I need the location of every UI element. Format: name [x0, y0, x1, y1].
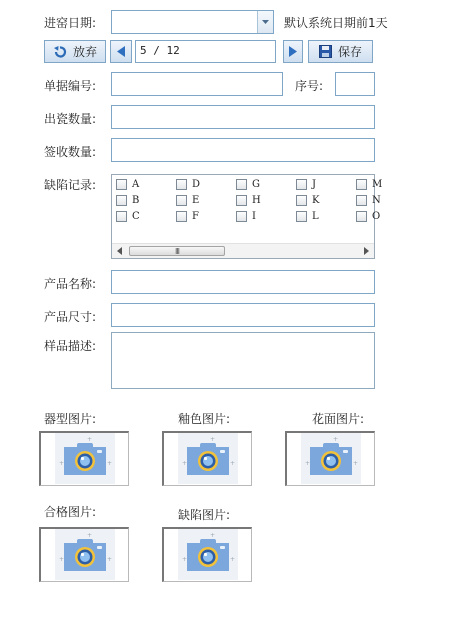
defect-code-label: A	[132, 179, 140, 190]
scroll-right-arrow-icon[interactable]	[364, 247, 369, 255]
checkbox-box[interactable]	[176, 179, 187, 190]
floppy-disk-icon	[319, 45, 332, 58]
glaze-image-slot[interactable]	[162, 431, 252, 486]
defect-checkbox-g[interactable]	[236, 179, 260, 190]
defect-record-label: 缺陷记录:	[44, 178, 97, 192]
shape-image-slot[interactable]	[39, 431, 129, 486]
checkbox-box[interactable]	[356, 211, 367, 222]
discard-button[interactable]	[44, 40, 106, 63]
camera-icon-frame	[178, 433, 238, 484]
defect-code-label: B	[132, 195, 140, 206]
defect-code-label: H	[252, 195, 261, 206]
svg-text:+: +	[210, 532, 216, 539]
defect-checkbox-a[interactable]	[116, 179, 139, 190]
checkbox-box[interactable]	[116, 179, 127, 190]
pattern-image-slot[interactable]	[285, 431, 375, 486]
qualified-image-label: 合格图片:	[44, 505, 97, 519]
svg-text:+: +	[210, 436, 216, 443]
save-button[interactable]	[308, 40, 373, 63]
checkbox-box[interactable]	[236, 195, 247, 206]
checkbox-box[interactable]	[116, 195, 127, 206]
checkbox-box[interactable]	[176, 211, 187, 222]
checkbox-box[interactable]	[356, 179, 367, 190]
checkbox-box[interactable]	[296, 195, 307, 206]
kiln-out-qty-input[interactable]	[111, 105, 375, 129]
doc-no-label: 单据编号:	[44, 79, 97, 93]
defect-code-label: K	[312, 195, 320, 206]
camera-icon-frame	[55, 433, 115, 484]
triangle-right-icon	[289, 46, 297, 57]
svg-text:+: +	[59, 556, 65, 563]
camera-icon	[55, 529, 115, 580]
product-size-input[interactable]	[111, 303, 375, 327]
camera-icon-frame	[301, 433, 361, 484]
svg-text:+: +	[87, 532, 93, 539]
svg-text:+: +	[305, 460, 311, 467]
date-in-hint: 默认系统日期前1天	[284, 16, 388, 30]
defect-checkbox-o[interactable]	[356, 211, 380, 222]
product-size-label: 产品尺寸:	[44, 310, 97, 324]
defect-image-label: 缺陷图片:	[178, 508, 231, 522]
defect-checkbox-b[interactable]	[116, 195, 139, 206]
checkbox-box[interactable]	[356, 195, 367, 206]
pager-text: 5 / 12	[140, 44, 180, 57]
shape-image-label: 器型图片:	[44, 412, 97, 426]
date-in-combobox[interactable]	[111, 10, 274, 34]
camera-icon-frame	[55, 529, 115, 580]
defect-checkbox-f[interactable]	[176, 211, 199, 222]
qualified-image-slot[interactable]	[39, 527, 129, 582]
checkbox-box[interactable]	[116, 211, 127, 222]
undo-icon	[53, 45, 67, 59]
scroll-thumb-grip: III	[174, 246, 180, 256]
scroll-left-arrow-icon[interactable]	[117, 247, 122, 255]
defect-checkbox-m[interactable]	[356, 179, 382, 190]
svg-text:+: +	[230, 460, 236, 467]
defect-code-label: M	[372, 179, 383, 190]
camera-icon	[178, 433, 238, 484]
prev-page-button[interactable]	[110, 40, 132, 63]
defect-checkbox-h[interactable]	[236, 195, 261, 206]
defect-code-label: G	[252, 179, 260, 190]
camera-icon	[301, 433, 361, 484]
kiln-out-qty-label: 出瓷数量:	[44, 112, 97, 126]
defect-code-label: J	[312, 179, 317, 190]
defect-code-label: O	[372, 211, 381, 222]
defect-checkbox-d[interactable]	[176, 179, 200, 190]
defect-checkbox-c[interactable]	[116, 211, 140, 222]
defect-code-label: N	[372, 195, 381, 206]
defect-code-label: D	[192, 179, 201, 190]
doc-no-input[interactable]	[111, 72, 283, 96]
checkbox-box[interactable]	[296, 211, 307, 222]
defect-checkbox-k[interactable]	[296, 195, 319, 206]
svg-text:+: +	[107, 556, 113, 563]
defect-checkbox-n[interactable]	[356, 195, 381, 206]
defect-checkbox-e[interactable]	[176, 195, 199, 206]
defect-horizontal-scrollbar[interactable]	[112, 243, 374, 258]
next-page-button[interactable]	[283, 40, 303, 63]
defect-code-label: I	[252, 211, 256, 222]
defect-checkbox-i[interactable]	[236, 211, 256, 222]
defect-code-label: L	[312, 211, 319, 222]
svg-text:+: +	[353, 460, 359, 467]
camera-icon-frame	[178, 529, 238, 580]
triangle-left-icon	[117, 46, 125, 57]
pager-field[interactable]	[135, 40, 276, 63]
seq-label: 序号:	[295, 79, 324, 93]
discard-label: 放弃	[72, 45, 97, 59]
svg-text:+: +	[87, 436, 93, 443]
product-name-label: 产品名称:	[44, 277, 97, 291]
scroll-thumb[interactable]	[129, 246, 225, 256]
defect-image-slot[interactable]	[162, 527, 252, 582]
defect-code-label: E	[192, 195, 200, 206]
sign-qty-label: 签收数量:	[44, 145, 97, 159]
defect-checklist[interactable]	[111, 174, 383, 259]
product-name-input[interactable]	[111, 270, 375, 294]
svg-text:+: +	[333, 436, 339, 443]
svg-text:+: +	[182, 460, 188, 467]
camera-icon	[178, 529, 238, 580]
defect-checkbox-j[interactable]	[296, 179, 316, 190]
seq-input[interactable]	[335, 72, 375, 96]
defect-code-label: C	[132, 211, 140, 222]
chevron-down-icon	[262, 20, 269, 24]
date-in-label: 进窑日期:	[44, 16, 97, 30]
sign-qty-input[interactable]	[111, 138, 375, 162]
pattern-image-label: 花面图片:	[312, 412, 365, 426]
defect-checkbox-l[interactable]	[296, 211, 319, 222]
save-label: 保存	[337, 45, 362, 59]
defect-code-label: F	[192, 211, 199, 222]
camera-icon	[55, 433, 115, 484]
svg-text:+: +	[182, 556, 188, 563]
svg-text:+: +	[59, 460, 65, 467]
date-in-dropdown-button[interactable]	[257, 11, 273, 33]
sample-desc-label: 样品描述:	[44, 339, 97, 353]
checkbox-box[interactable]	[176, 195, 187, 206]
checkbox-box[interactable]	[236, 179, 247, 190]
checkbox-box[interactable]	[236, 211, 247, 222]
glaze-image-label: 釉色图片:	[178, 412, 231, 426]
svg-text:+: +	[230, 556, 236, 563]
checkbox-box[interactable]	[296, 179, 307, 190]
svg-text:+: +	[107, 460, 113, 467]
sample-desc-textarea[interactable]	[111, 332, 375, 389]
